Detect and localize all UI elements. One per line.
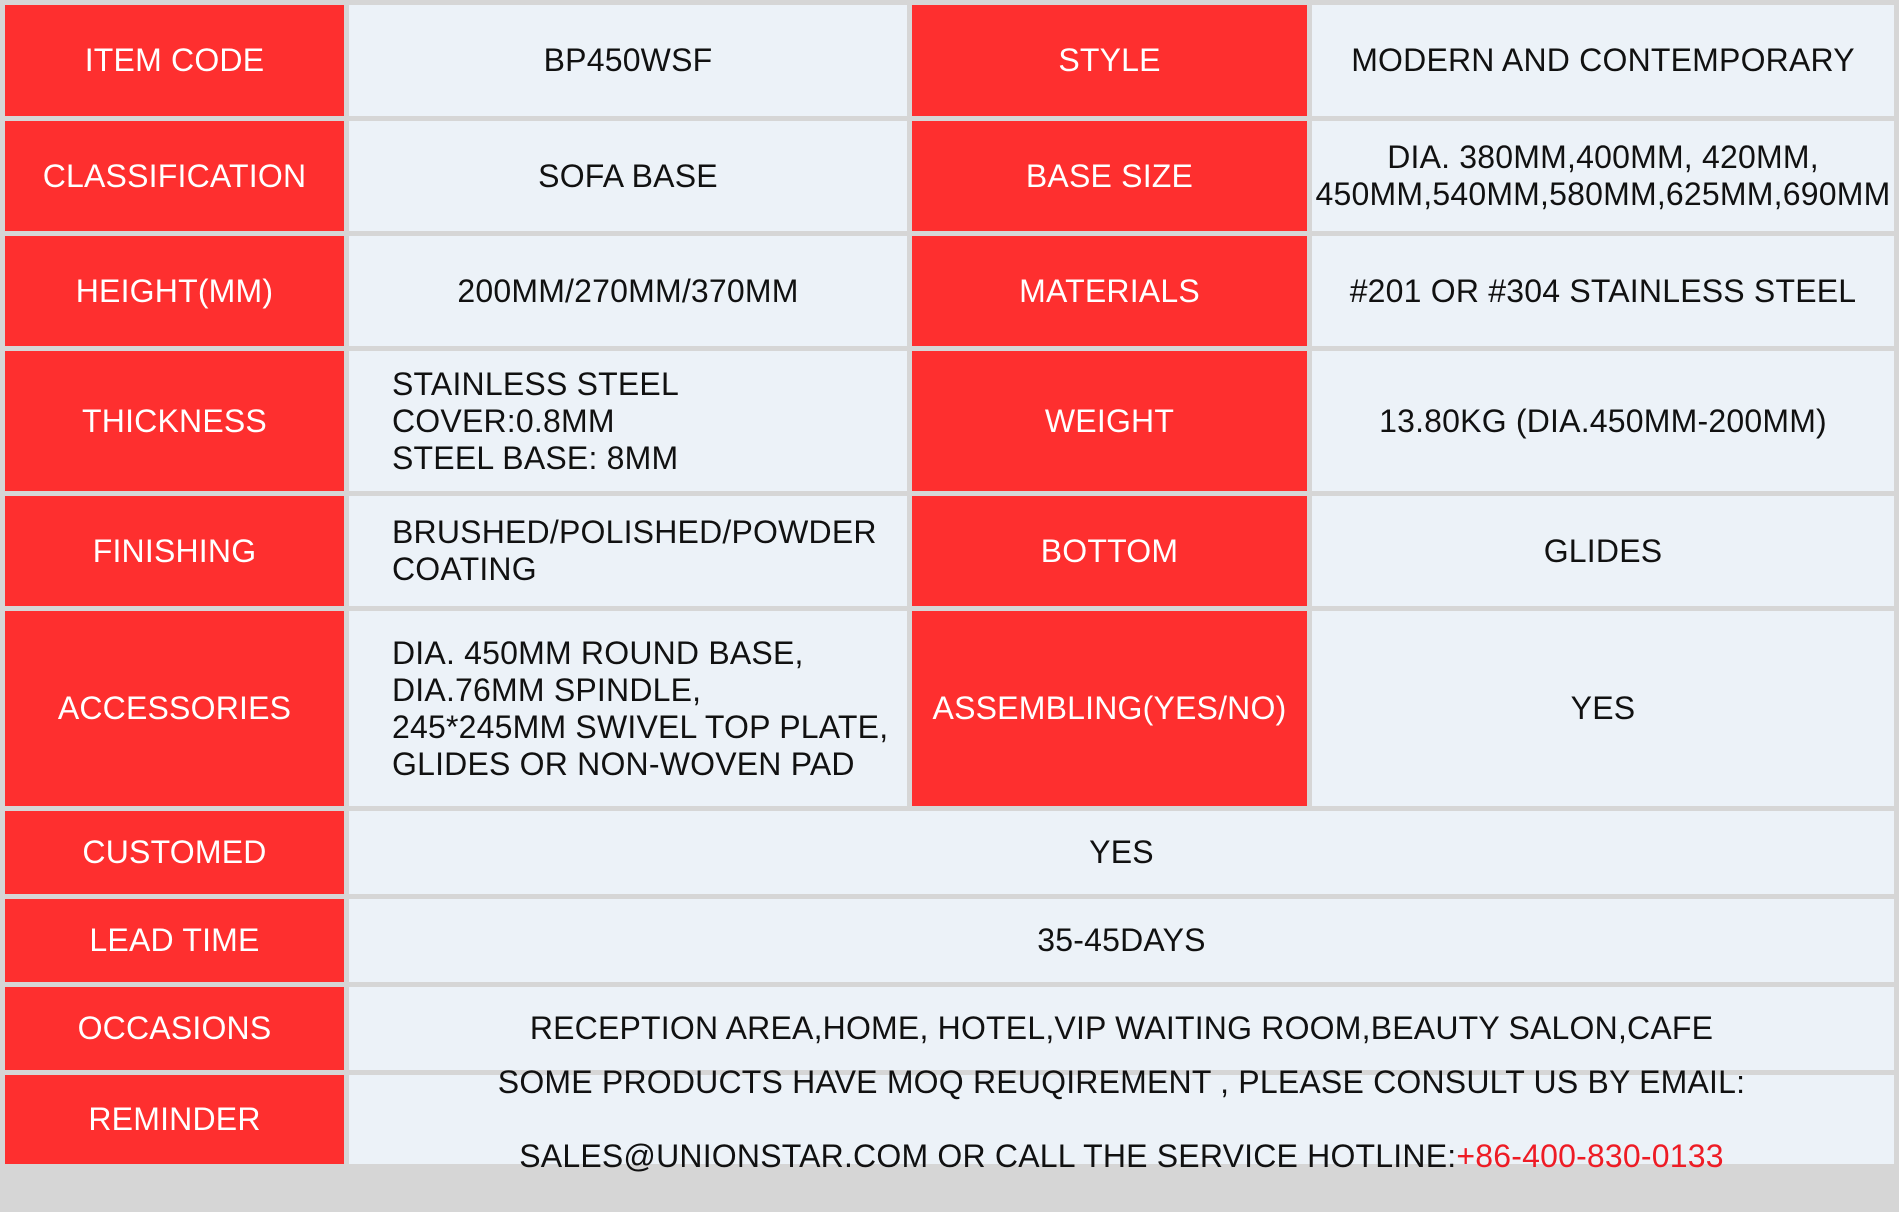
service-hotline[interactable]: +86-400-830-0133 — [1456, 1138, 1724, 1174]
reminder-line-1: SOME PRODUCTS HAVE MOQ REUQIREMENT , PLEASE CONSULT US BY EMAIL: — [497, 1064, 1746, 1100]
value-customed: YES — [349, 811, 1894, 894]
value-style: MODERN AND CONTEMPORARY — [1312, 5, 1894, 116]
value-classification: SOFA BASE — [349, 121, 907, 231]
label-item-code: ITEM CODE — [5, 5, 344, 116]
label-style: STYLE — [912, 5, 1307, 116]
value-item-code: BP450WSF — [349, 5, 907, 116]
label-thickness: THICKNESS — [5, 351, 344, 491]
label-materials: MATERIALS — [912, 236, 1307, 346]
value-accessories: DIA. 450MM ROUND BASE, DIA.76MM SPINDLE, 245*245MM SWIVEL TOP PLATE, GLIDES OR NON-WOVEN PAD — [349, 611, 907, 806]
label-occasions: OCCASIONS — [5, 987, 344, 1070]
reminder-text — [498, 1027, 1745, 1212]
value-materials: #201 OR #304 STAINLESS STEEL — [1312, 236, 1894, 346]
value-base-size: DIA. 380MM,400MM, 420MM, 450MM,540MM,580MM,625MM,690MM — [1312, 121, 1894, 231]
label-height: HEIGHT(MM) — [5, 236, 344, 346]
value-lead-time: 35-45DAYS — [349, 899, 1894, 982]
label-lead-time: LEAD TIME — [5, 899, 344, 982]
label-weight: WEIGHT — [912, 351, 1307, 491]
value-bottom: GLIDES — [1312, 496, 1894, 606]
label-bottom: BOTTOM — [912, 496, 1307, 606]
value-weight: 13.80KG (DIA.450MM-200MM) — [1312, 351, 1894, 491]
value-occasions: RECEPTION AREA,HOME, HOTEL,VIP WAITING ROOM,BEAUTY SALON,CAFE — [349, 987, 1894, 1070]
label-customed: CUSTOMED — [5, 811, 344, 894]
value-assembling: YES — [1312, 611, 1894, 806]
label-reminder: REMINDER — [5, 1075, 344, 1164]
value-reminder — [349, 1064, 1894, 1174]
label-accessories: ACCESSORIES — [5, 611, 344, 806]
label-finishing: FINISHING — [5, 496, 344, 606]
label-classification: CLASSIFICATION — [5, 121, 344, 231]
reminder-email-text: SALES@UNIONSTAR.COM OR CALL THE SERVICE HOTLINE: — [519, 1138, 1457, 1174]
label-base-size: BASE SIZE — [912, 121, 1307, 231]
label-assembling: ASSEMBLING(YES/NO) — [912, 611, 1307, 806]
value-thickness: STAINLESS STEEL COVER:0.8MM STEEL BASE: 8MM — [349, 351, 907, 491]
value-height: 200MM/270MM/370MM — [349, 236, 907, 346]
value-finishing: BRUSHED/POLISHED/POWDER COATING — [349, 496, 907, 606]
